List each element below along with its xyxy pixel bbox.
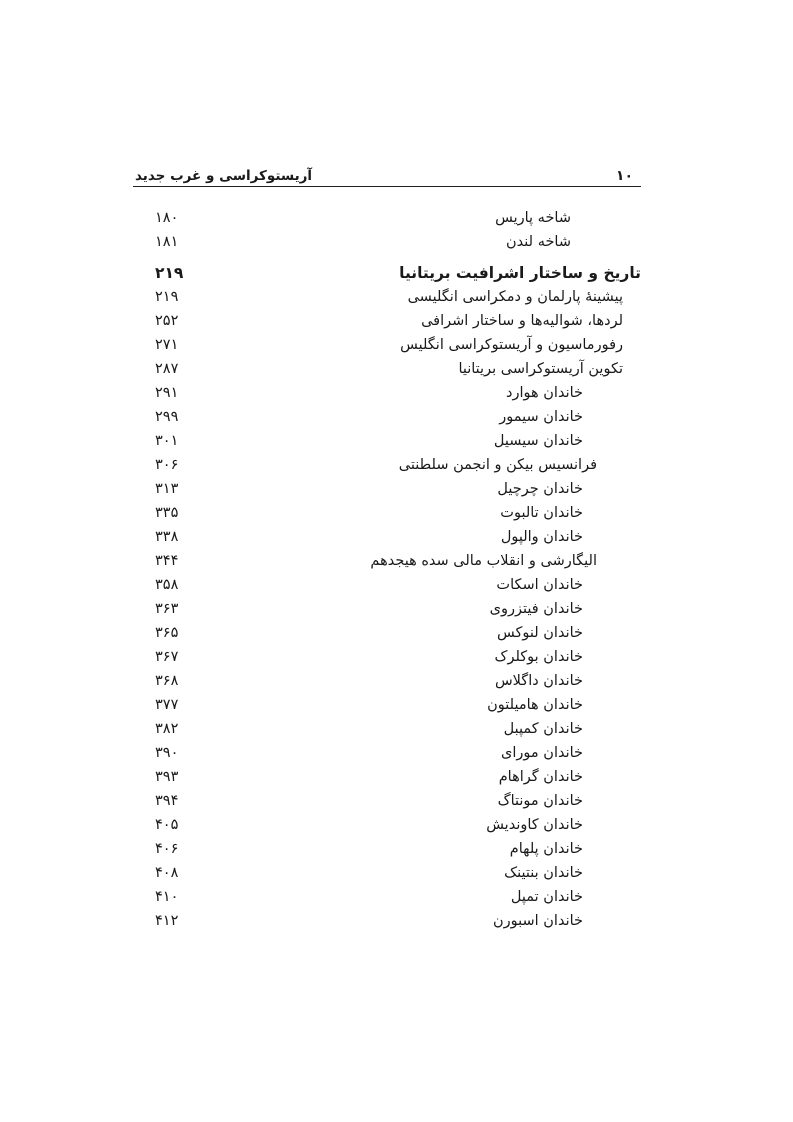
toc-entry-title: خاندان اسبورن xyxy=(492,913,583,929)
toc-entry-page-number: ۲۸۷ xyxy=(155,361,179,377)
toc-entry xyxy=(133,645,641,669)
toc-entry-page-number: ۲۱۹ xyxy=(155,289,179,305)
toc-entry-page-number: ۳۳۸ xyxy=(155,529,179,545)
toc-entry-title: تاریخ و ساختار اشرافیت بریتانیا xyxy=(399,264,641,282)
toc-entry xyxy=(133,405,641,429)
toc-entry xyxy=(133,453,641,477)
toc-entry xyxy=(133,381,641,405)
toc-entry-page-number: ۳۶۵ xyxy=(155,625,179,641)
toc-entry-page-number: ۴۰۵ xyxy=(155,817,179,833)
toc-entry-title: الیگارشی و انقلاب مالی سده هیجدهم xyxy=(370,553,597,569)
toc-entry-page-number: ۲۱۹ xyxy=(155,264,184,282)
toc-entry xyxy=(133,909,641,933)
toc-entry-title: خاندان والپول xyxy=(500,529,583,545)
toc-entry-page-number: ۳۰۱ xyxy=(155,433,179,449)
toc-entry xyxy=(133,333,641,357)
running-head-book-title: آریستوکراسی و غرب جدید xyxy=(135,167,313,184)
toc-entry-title: شاخه پاریس xyxy=(495,210,571,226)
toc-entry-page-number: ۳۹۴ xyxy=(155,793,179,809)
toc-entry-title: خاندان سیمور xyxy=(499,409,583,425)
toc-entry-title: خاندان مونتاگ xyxy=(497,793,583,809)
toc-entry-title: خاندان کاوندیش xyxy=(486,817,583,833)
toc-entry-page-number: ۴۱۲ xyxy=(155,913,179,929)
toc-entry-title: خاندان هامیلتون xyxy=(487,697,583,713)
toc-entry xyxy=(133,837,641,861)
toc-entry-title: خاندان بنتینک xyxy=(504,865,583,881)
toc-entry-title: خاندان کمپبل xyxy=(503,721,583,737)
toc-entry xyxy=(133,717,641,741)
toc-entry-page-number: ۱۸۰ xyxy=(155,210,179,226)
toc-entry-title: خاندان پلهام xyxy=(509,841,583,857)
toc-entry xyxy=(133,357,641,381)
toc-entry-title: خاندان گراهام xyxy=(498,769,583,785)
toc-entry-title: تکوین آریستوکراسی بریتانیا xyxy=(458,361,623,377)
toc-entry xyxy=(133,693,641,717)
toc-entry xyxy=(133,261,641,285)
toc-entry-page-number: ۳۰۶ xyxy=(155,457,179,473)
page-number: ۱۰ xyxy=(615,168,633,184)
toc-entry-title: خاندان هوارد xyxy=(506,385,583,401)
toc-entry xyxy=(133,861,641,885)
toc-entry xyxy=(133,597,641,621)
toc-entry-title: خاندان مورای xyxy=(501,745,583,761)
toc-entry-title: لردها، شوالیه‌ها و ساختار اشرافی xyxy=(421,313,623,329)
toc-entry-title: رفورماسیون و آریستوکراسی انگلیس xyxy=(400,337,623,353)
toc-entry-title: خاندان چرچیل xyxy=(497,481,583,497)
toc-entry-page-number: ۴۰۶ xyxy=(155,841,179,857)
toc-entry xyxy=(133,621,641,645)
toc-entry-page-number: ۳۹۳ xyxy=(155,769,179,785)
toc-entry-page-number: ۲۹۱ xyxy=(155,385,179,401)
toc-entry-page-number: ۲۷۱ xyxy=(155,337,179,353)
toc-entry-page-number: ۲۵۲ xyxy=(155,313,179,329)
running-header xyxy=(133,161,641,187)
toc-entry xyxy=(133,206,641,230)
toc-entry xyxy=(133,285,641,309)
table-of-contents xyxy=(133,206,641,933)
toc-entry-title: شاخه لندن xyxy=(506,234,571,250)
toc-entry xyxy=(133,885,641,909)
toc-entry xyxy=(133,549,641,573)
toc-entry-page-number: ۳۴۴ xyxy=(155,553,179,569)
toc-entry-title: پیشینهٔ پارلمان و دمکراسی انگلیسی xyxy=(407,289,623,305)
toc-entry xyxy=(133,525,641,549)
toc-entry xyxy=(133,501,641,525)
toc-entry xyxy=(133,230,641,254)
toc-entry-page-number: ۳۱۳ xyxy=(155,481,179,497)
toc-entry-page-number: ۲۹۹ xyxy=(155,409,179,425)
toc-entry-page-number: ۴۱۰ xyxy=(155,889,179,905)
toc-entry xyxy=(133,789,641,813)
toc-entry-title: خاندان اسکات xyxy=(496,577,583,593)
toc-entry xyxy=(133,309,641,333)
toc-entry-page-number: ۳۵۸ xyxy=(155,577,179,593)
toc-entry-title: خاندان تالبوت xyxy=(500,505,583,521)
toc-entry-title: فرانسیس بیکن و انجمن سلطنتی xyxy=(398,457,597,473)
toc-entry xyxy=(133,669,641,693)
toc-entry-title: خاندان فیتزروی xyxy=(489,601,583,617)
toc-entry-page-number: ۱۸۱ xyxy=(155,234,179,250)
toc-entry xyxy=(133,741,641,765)
toc-entry xyxy=(133,429,641,453)
toc-entry-title: خاندان بوکلرک xyxy=(494,649,583,665)
toc-entry-title: خاندان تمپل xyxy=(510,889,583,905)
toc-entry-title: خاندان سیسیل xyxy=(493,433,583,449)
toc-entry-page-number: ۳۳۵ xyxy=(155,505,179,521)
toc-entry-page-number: ۳۶۸ xyxy=(155,673,179,689)
toc-entry-title: خاندان لنوکس xyxy=(497,625,583,641)
toc-entry xyxy=(133,813,641,837)
toc-entry-page-number: ۳۸۲ xyxy=(155,721,179,737)
toc-entry-page-number: ۳۶۳ xyxy=(155,601,179,617)
toc-entry-title: خاندان داگلاس xyxy=(494,673,583,689)
toc-entry-page-number: ۴۰۸ xyxy=(155,865,179,881)
toc-entry xyxy=(133,477,641,501)
toc-entry-page-number: ۳۷۷ xyxy=(155,697,179,713)
toc-entry-page-number: ۳۶۷ xyxy=(155,649,179,665)
toc-entry xyxy=(133,765,641,789)
toc-entry xyxy=(133,573,641,597)
toc-entry-page-number: ۳۹۰ xyxy=(155,745,179,761)
